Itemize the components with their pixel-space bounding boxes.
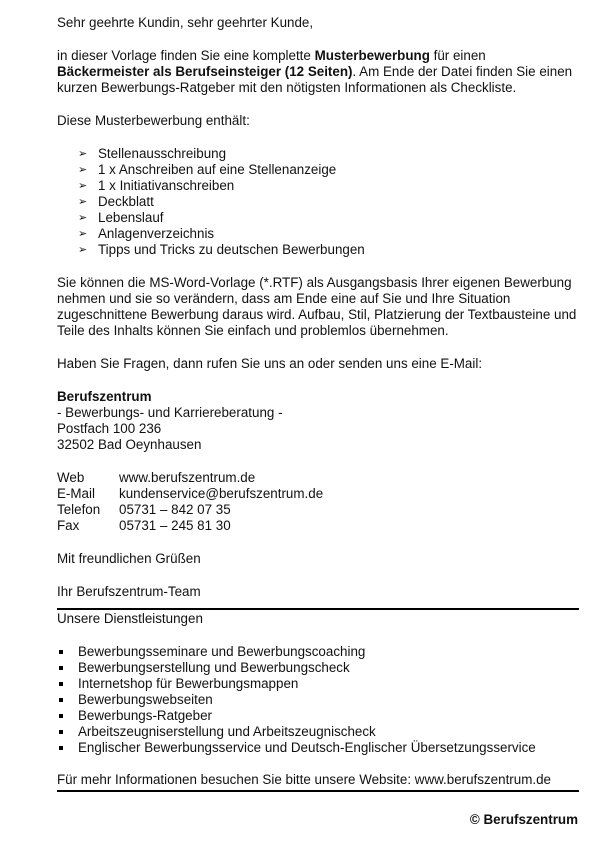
contact-row-fax xyxy=(57,518,323,534)
arrow-bullet-icon: ➢ xyxy=(78,228,88,240)
more-info: Für mehr Informationen besuchen Sie bitte unsere Website: www.berufszentrum.de xyxy=(57,772,551,787)
contents-item-label: Deckblatt xyxy=(98,194,154,209)
intro-text-2: für einen xyxy=(429,48,486,63)
rtf-paragraph: Sie können die MS-Word-Vorlage (*.RTF) als Ausgangsbasis Ihrer eigenen Bewerbung nehmen und sie so verändern, dass am Ende eine auf Sie und Ihre Situation zugeschnittene Bewerbung daraus wird. Aufbau, Stil, Platzierung der Textbausteine und Teile des Inhalts können Sie einfach und problemlos übernehmen. xyxy=(57,275,577,338)
contact-label: Telefon xyxy=(57,502,101,517)
service-item xyxy=(59,676,579,692)
contents-item-label: Lebenslauf xyxy=(98,210,164,225)
service-item xyxy=(59,740,579,756)
questions-paragraph: Haben Sie Fragen, dann rufen Sie uns an oder senden uns eine E-Mail: xyxy=(57,356,483,371)
contents-item xyxy=(78,194,579,210)
service-item xyxy=(59,692,579,708)
contents-item-label: Tipps und Tricks zu deutschen Bewerbungen xyxy=(98,242,365,257)
contents-item-label: Anlagenverzeichnis xyxy=(98,226,215,241)
contact-label: E-Mail xyxy=(57,486,95,501)
service-item-label: Bewerbungserstellung und Bewerbungscheck xyxy=(78,660,350,675)
contents-label: Diese Musterbewerbung enthält: xyxy=(57,113,250,128)
service-item-label: Bewerbungsseminare und Bewerbungscoaching xyxy=(78,644,366,659)
contact-value: 05731 – 245 81 30 xyxy=(119,518,231,533)
services-list xyxy=(57,644,579,756)
address-block xyxy=(57,389,579,453)
contact-value: www.berufszentrum.de xyxy=(119,470,256,485)
contact-value: kundenservice@berufszentrum.de xyxy=(119,486,324,501)
square-bullet-icon xyxy=(59,666,63,670)
intro-text-1: in dieser Vorlage finden Sie eine komplette xyxy=(57,48,315,63)
org-street: Postfach 100 236 xyxy=(57,421,162,436)
arrow-bullet-icon: ➢ xyxy=(78,164,88,176)
contents-list xyxy=(57,146,579,258)
intro-bold-2: Bäckermeister als Berufseinsteiger (12 Seiten) xyxy=(57,64,353,79)
org-name: Berufszentrum xyxy=(57,389,152,404)
divider-bottom xyxy=(57,790,579,792)
greeting: Sehr geehrte Kundin, sehr geehrter Kunde, xyxy=(57,15,314,30)
arrow-bullet-icon: ➢ xyxy=(78,212,88,224)
contents-item-label: 1 x Anschreiben auf eine Stellenanzeige xyxy=(98,162,337,177)
contact-label: Fax xyxy=(57,518,80,533)
square-bullet-icon xyxy=(59,682,63,686)
closing: Mit freundlichen Grüßen xyxy=(57,551,201,566)
document-page xyxy=(57,15,579,792)
contact-row-phone xyxy=(57,502,323,518)
intro-bold-1: Musterbewerbung xyxy=(314,48,430,63)
contents-item xyxy=(78,162,579,178)
org-city: 32502 Bad Oeynhausen xyxy=(57,437,202,452)
service-item xyxy=(59,724,579,740)
intro-text-3: . Am Ende der Datei finden Sie einen kurzen Bewerbungs-Ratgeber mit den nötigsten Informationen als Checkliste. xyxy=(57,64,573,95)
square-bullet-icon xyxy=(59,698,63,702)
contact-value: 05731 – 842 07 35 xyxy=(119,502,231,517)
team-signature: Ihr Berufszentrum-Team xyxy=(57,584,201,599)
arrow-bullet-icon: ➢ xyxy=(78,244,88,256)
contents-item xyxy=(78,226,579,242)
intro-paragraph xyxy=(57,48,579,96)
contents-item xyxy=(78,242,579,258)
service-item-label: Bewerbungswebseiten xyxy=(78,692,213,707)
divider-top xyxy=(57,608,579,610)
contact-row-email xyxy=(57,486,323,502)
contents-item xyxy=(78,146,579,162)
contents-item xyxy=(78,210,579,226)
contact-row-web xyxy=(57,470,323,486)
service-item-label: Internetshop für Bewerbungsmappen xyxy=(78,676,299,691)
arrow-bullet-icon: ➢ xyxy=(78,196,88,208)
contents-item xyxy=(78,178,579,194)
contact-table xyxy=(57,470,323,534)
arrow-bullet-icon: ➢ xyxy=(78,180,88,192)
service-item-label: Arbeitszeugniserstellung und Arbeitszeugnischeck xyxy=(78,724,376,739)
square-bullet-icon xyxy=(59,650,63,654)
service-item xyxy=(59,644,579,660)
contents-item-label: Stellenausschreibung xyxy=(98,146,227,161)
square-bullet-icon xyxy=(59,714,63,718)
square-bullet-icon xyxy=(59,746,63,750)
org-subtitle: - Bewerbungs- und Karriereberatung - xyxy=(57,405,283,420)
services-title: Unsere Dienstleistungen xyxy=(57,611,203,626)
service-item-label: Englischer Bewerbungsservice und Deutsch-Englischer Übersetzungsservice xyxy=(78,740,536,755)
contents-item-label: 1 x Initiativanschreiben xyxy=(98,178,235,193)
service-item xyxy=(59,660,579,676)
square-bullet-icon xyxy=(59,730,63,734)
service-item xyxy=(59,708,579,724)
copyright: © Berufszentrum xyxy=(469,812,578,827)
service-item-label: Bewerbungs-Ratgeber xyxy=(78,708,212,723)
arrow-bullet-icon: ➢ xyxy=(78,148,88,160)
contact-label: Web xyxy=(57,470,85,485)
